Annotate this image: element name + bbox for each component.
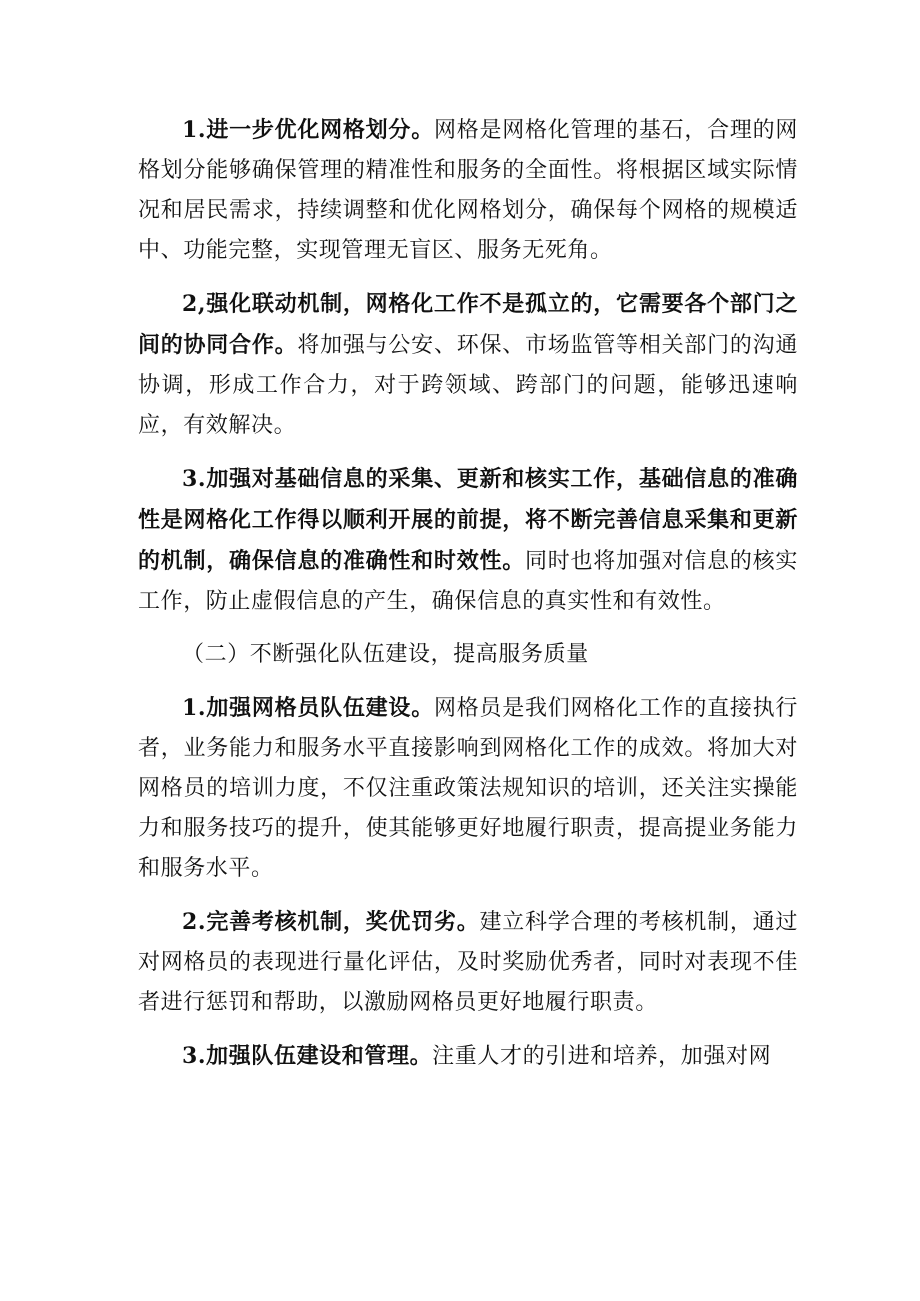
paragraph-body: 建立科学合理的考核机制，通过对网格员的表现进行量化评估，及时奖励优秀者，同时对表现不佳者进行惩罚和帮助，以激励网格员更好地履行职责。 <box>138 910 798 1015</box>
paragraph-optimize-grid <box>138 110 798 271</box>
paragraph-lead: 3.加强对基础信息的采集、更新和核实工作，基础信息的准确性是网格化工作得以顺利开展的前提，将不断完善信息采集和更新的机制，确保信息的准确性和时效性。 <box>138 466 798 574</box>
document-page <box>138 110 798 1090</box>
paragraph-lead: 1.加强网格员队伍建设。 <box>182 695 434 721</box>
paragraph-body: 同时也将加强对信息的核实工作，防止虚假信息的产生，确保信息的真实性和有效性。 <box>138 549 799 614</box>
paragraph-linkage-mechanism <box>138 284 798 446</box>
paragraph-team-management <box>138 1036 798 1077</box>
paragraph-basic-information <box>138 459 798 622</box>
paragraph-lead: 2.完善考核机制，奖优罚劣。 <box>182 909 480 935</box>
paragraph-body: 将加强与公安、环保、市场监管等相关部门的沟通协调，形成工作合力，对于跨领域、跨部门的问题，能够迅速响应，有效解决。 <box>138 333 799 438</box>
paragraph-body: 注重人才的引进和培养，加强对网 <box>432 1044 772 1069</box>
paragraph-lead: 2,强化联动机制，网格化工作不是孤立的，它需要各个部门之间的协同合作。 <box>138 291 798 358</box>
paragraph-grid-staff-team <box>138 688 798 889</box>
paragraph-body: 网格是网格化管理的基石，合理的网格划分能够确保管理的精准性和服务的全面性。将根据区域实际情况和居民需求，持续调整和优化网格划分，确保每个网格的规模适中、功能完整，实现管理无盲区、服务无死角。 <box>138 118 798 263</box>
section-heading: （二）不断强化队伍建设，提高服务质量 <box>182 642 589 667</box>
paragraph-lead: 1.进一步优化网格划分。 <box>182 117 434 143</box>
paragraph-body: 网格员是我们网格化工作的直接执行者，业务能力和服务水平直接影响到网格化工作的成效。将加大对网格员的培训力度，不仅注重政策法规知识的培训，还关注实操能力和服务技巧的提升，使其能够更好地履行职责，提高提业务能力和服务水平。 <box>138 696 798 881</box>
paragraph-lead: 3.加强队伍建设和管理。 <box>182 1043 433 1069</box>
paragraph-assessment-mechanism <box>138 902 798 1023</box>
